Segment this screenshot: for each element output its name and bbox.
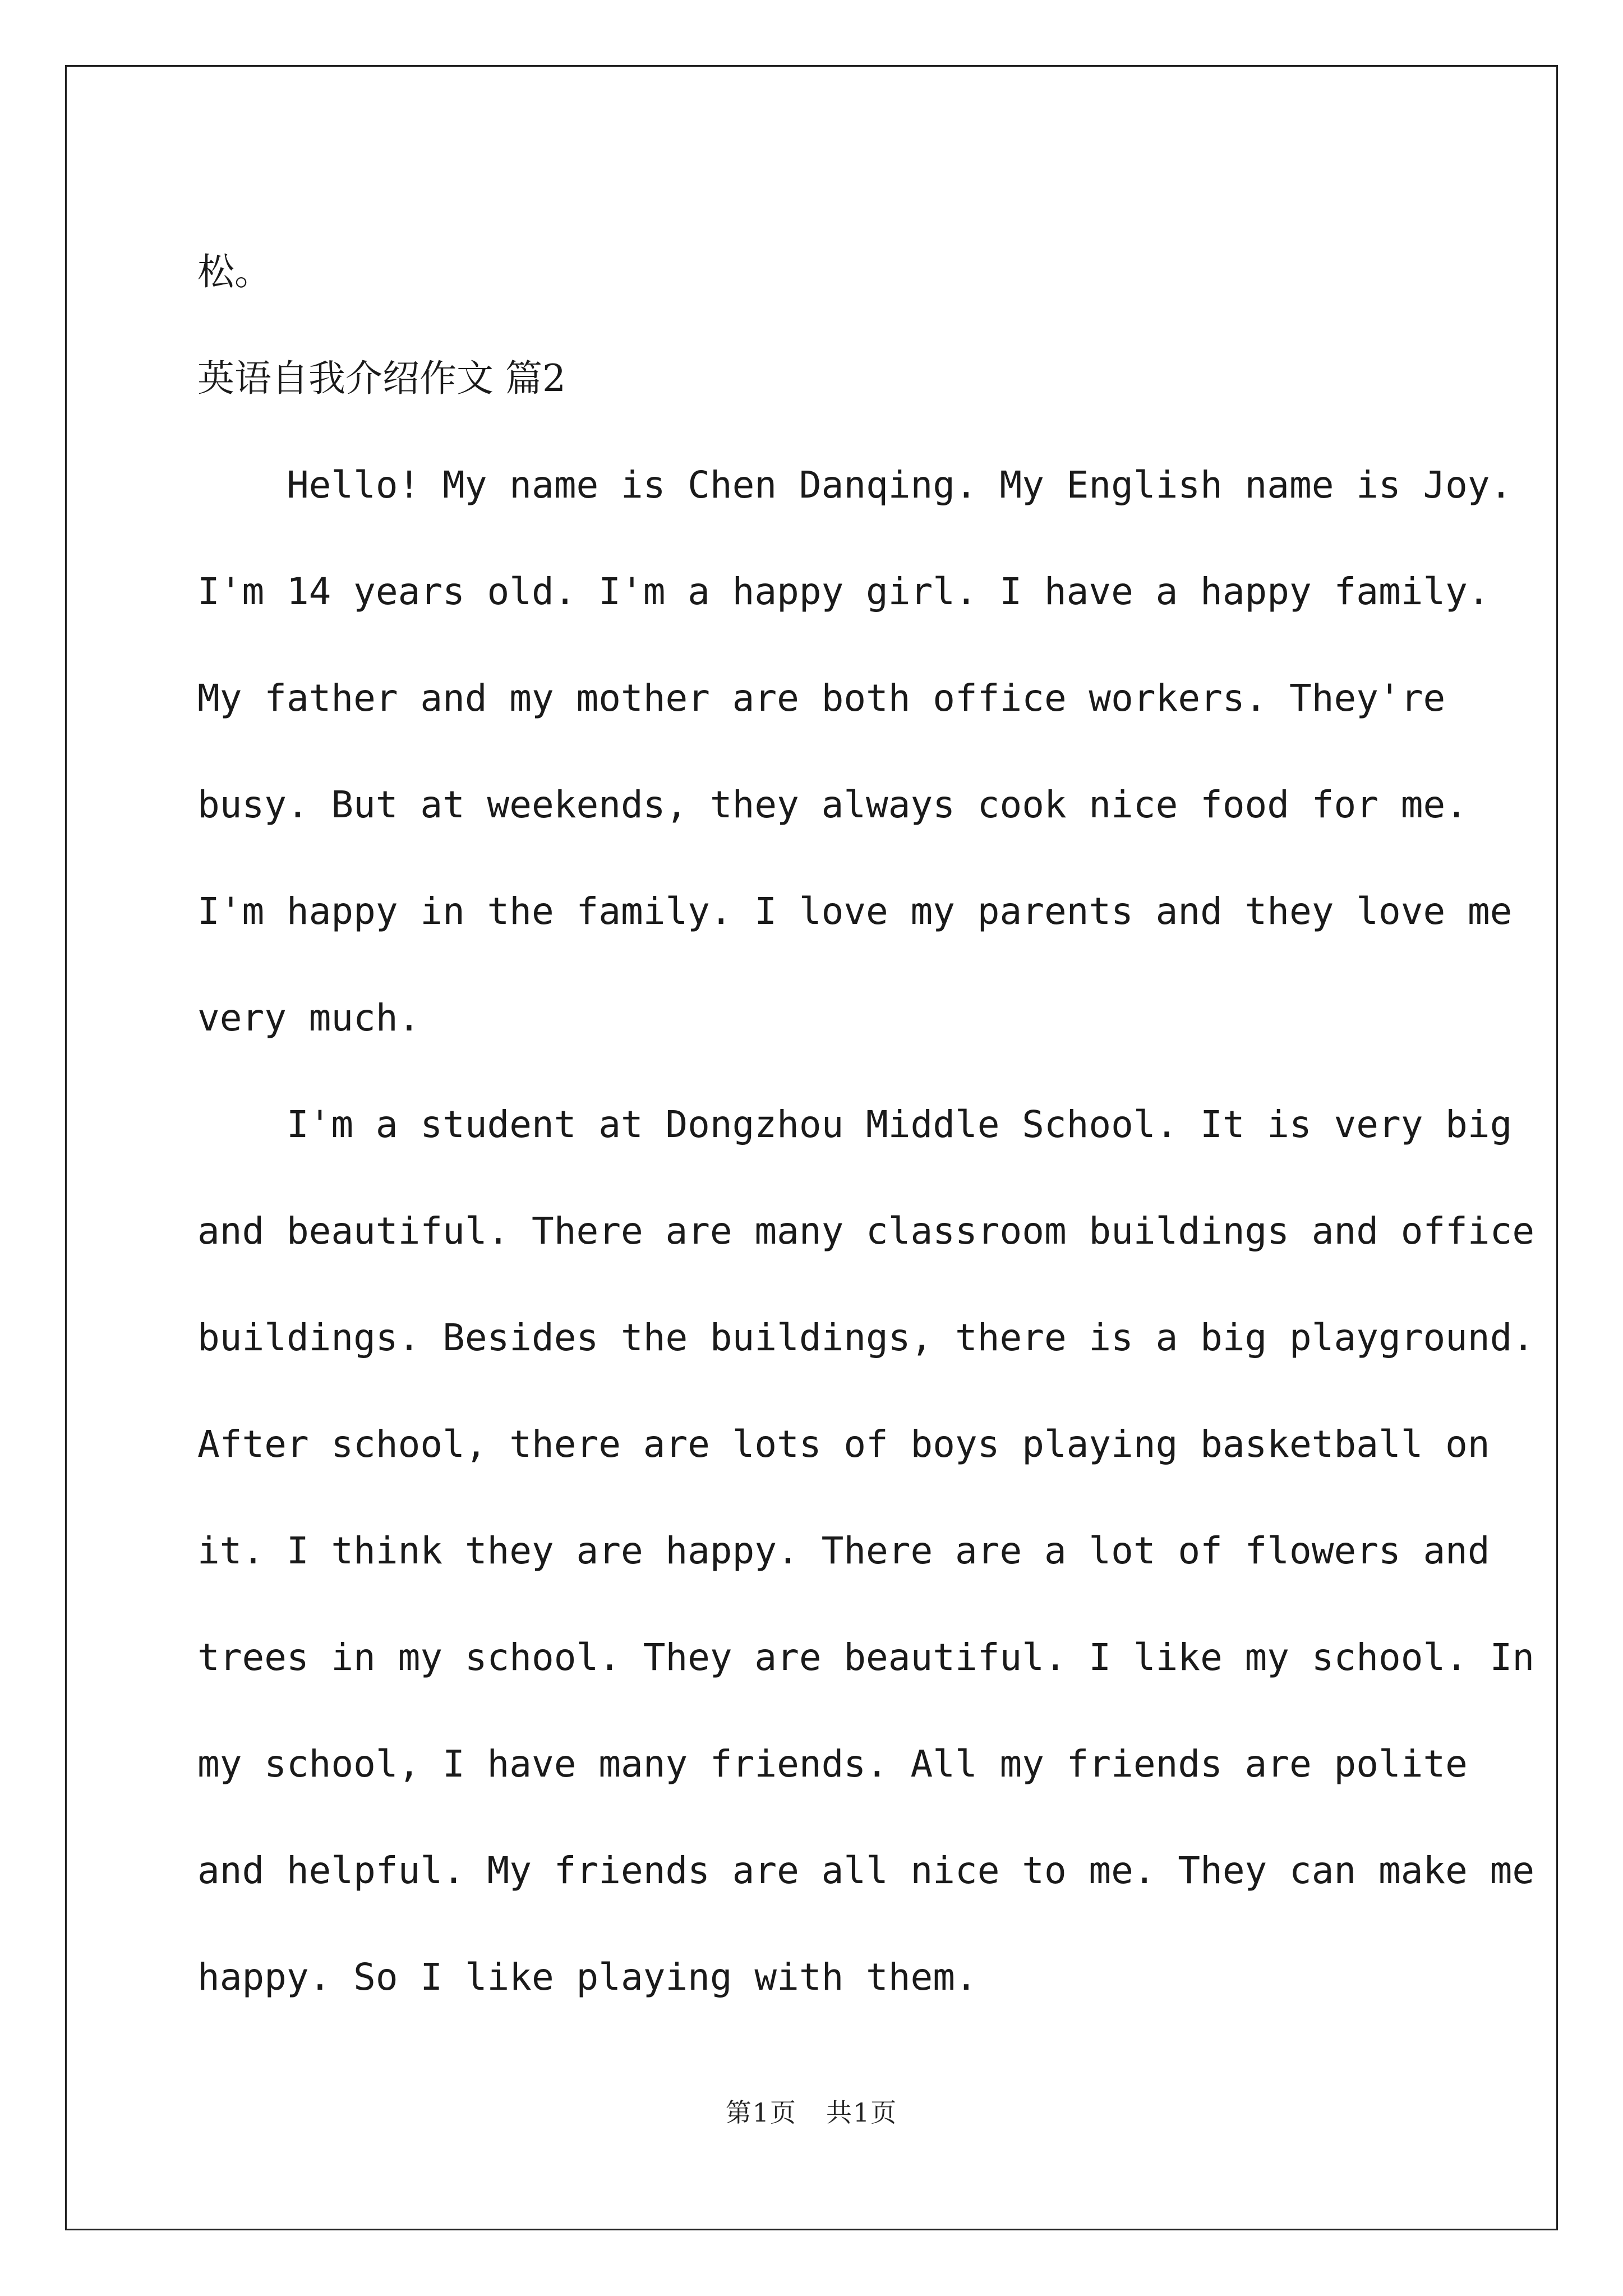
document-body — [197, 219, 1535, 2031]
paragraph-line: it. I think they are happy. There are a lot of flowers and — [197, 1529, 1490, 1572]
paragraph-line: very much. — [197, 996, 421, 1039]
paragraph-line: My father and my mother are both office workers. They're — [197, 677, 1446, 720]
paragraph-line: I'm happy in the family. I love my parents and they love me — [197, 890, 1513, 933]
paragraph-line: and beautiful. There are many classroom buildings and office — [197, 1209, 1535, 1253]
paragraph-2 — [197, 1071, 1535, 2031]
page-number: 第1页 — [725, 2097, 797, 2128]
section-heading: 英语自我介绍作文 篇2 — [197, 357, 566, 400]
paragraph-1 — [197, 432, 1513, 1071]
paragraph-line: I'm a student at Dongzhou Middle School. It is very big — [197, 1103, 1513, 1146]
paragraph-line: Hello! My name is Chen Danqing. My English name is Joy. — [197, 463, 1513, 507]
paragraph-line: I'm 14 years old. I'm a happy girl. I have a happy family. — [197, 570, 1490, 613]
paragraph-line: buildings. Besides the buildings, there is a big playground. — [197, 1316, 1535, 1359]
paragraph-line: After school, there are lots of boys playing basketball on — [197, 1423, 1490, 1466]
paragraph-line: happy. So I like playing with them. — [197, 1955, 978, 1999]
continuation-text: 松。 — [197, 250, 271, 293]
paragraph-line: my school, I have many friends. All my friends are polite — [197, 1742, 1468, 1786]
paragraph-line: busy. But at weekends, they always cook nice food for me. — [197, 783, 1468, 826]
paragraph-line: and helpful. My friends are all nice to me. They can make me — [197, 1849, 1535, 1892]
paragraph-line: trees in my school. They are beautiful. I like my school. In — [197, 1636, 1535, 1679]
page-total: 共1页 — [826, 2097, 898, 2128]
page-footer — [0, 2092, 1623, 2129]
